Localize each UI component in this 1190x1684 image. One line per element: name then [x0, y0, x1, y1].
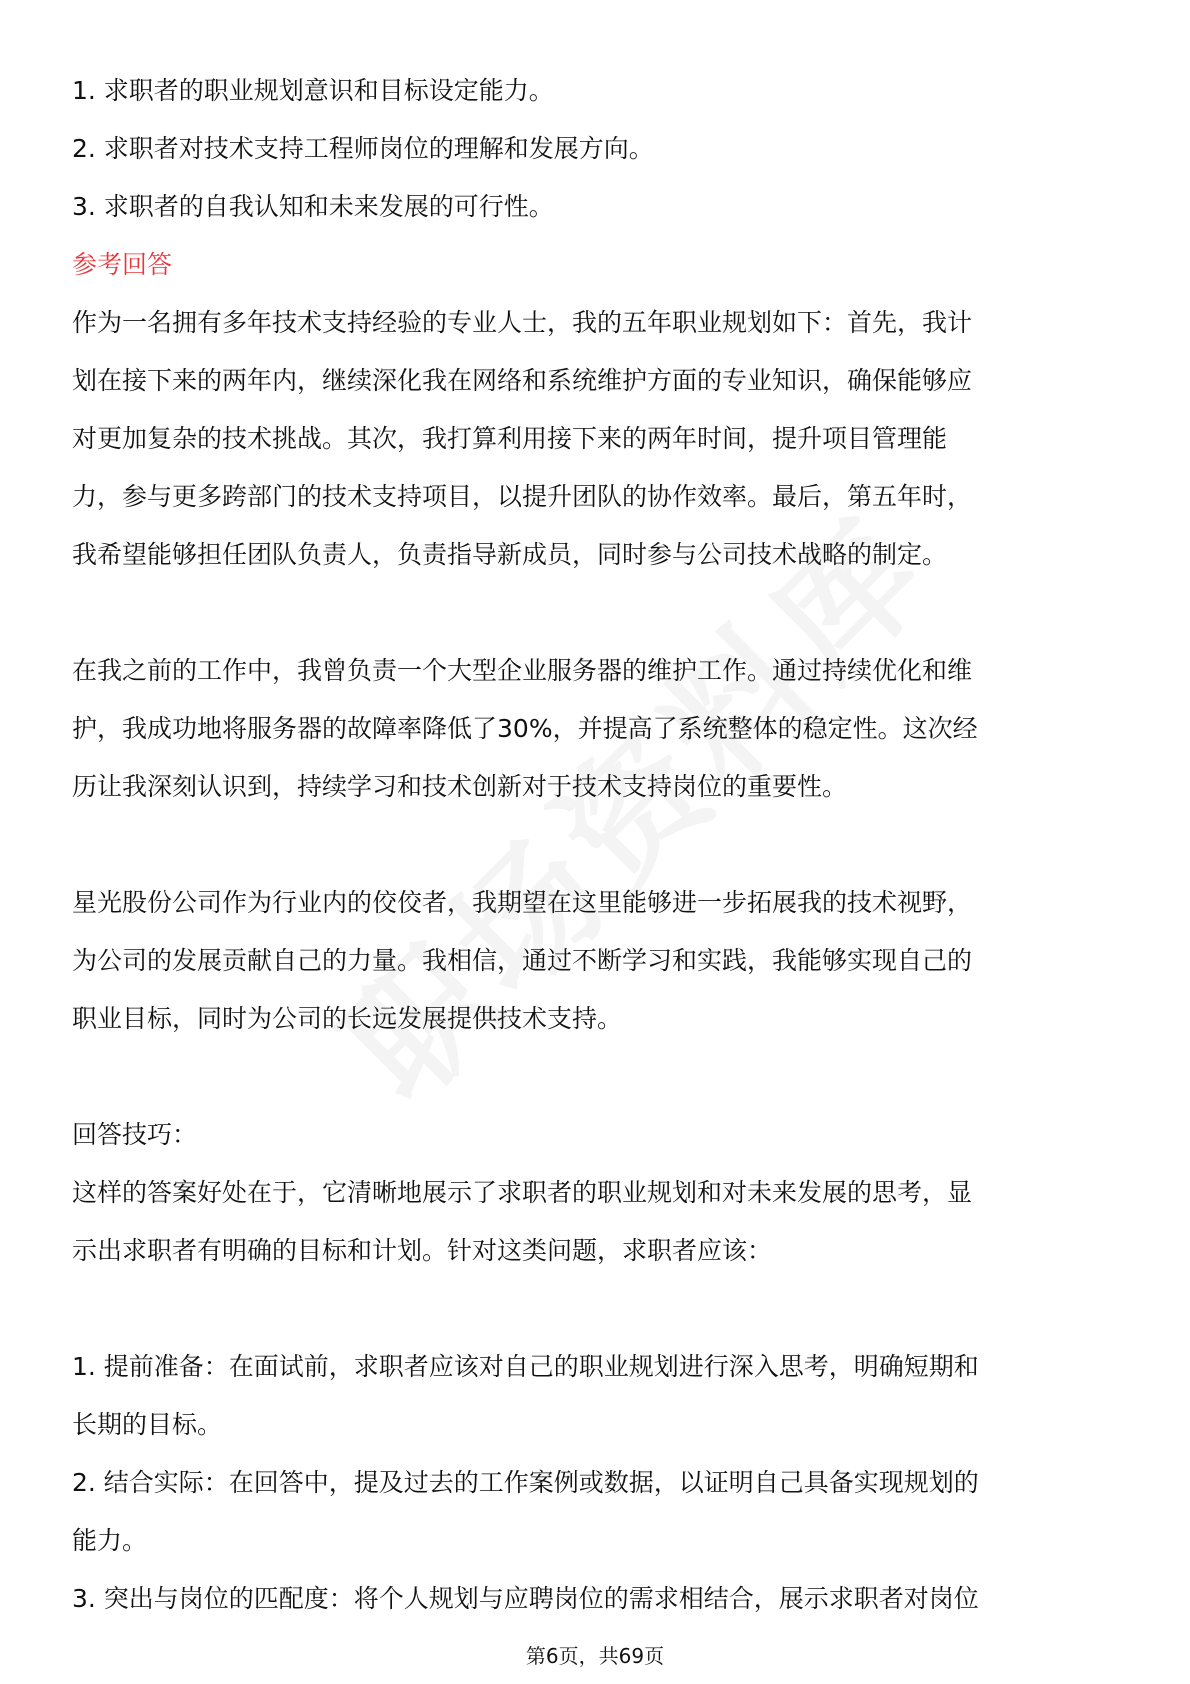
spacer [72, 1280, 1122, 1338]
paragraph-line: 作为一名拥有多年技术支持经验的专业人士，我的五年职业规划如下：首先，我计 [72, 308, 973, 337]
paragraph-line: 在我之前的工作中，我曾负责一个大型企业服务器的维护工作。通过持续优化和维 [72, 656, 973, 685]
list-item-continuation: 长期的目标。 [72, 1410, 223, 1439]
list-item: 1. 求职者的职业规划意识和目标设定能力。 [72, 76, 554, 105]
answer-paragraph-1 [72, 294, 1122, 584]
tips-numbered-list [72, 1338, 1122, 1628]
list-item: 3. 求职者的自我认知和未来发展的可行性。 [72, 192, 554, 221]
paragraph-line: 职业目标，同时为公司的长远发展提供技术支持。 [72, 1004, 623, 1033]
list-item-continuation: 能力。 [72, 1526, 148, 1555]
paragraph-line: 护，我成功地将服务器的故障率降低了30%，并提高了系统整体的稳定性。这次经 [72, 714, 978, 743]
spacer [72, 584, 1122, 642]
paragraph-line: 力，参与更多跨部门的技术支持项目，以提升团队的协作效率。最后，第五年时， [72, 482, 973, 511]
list-item: 3. 突出与岗位的匹配度：将个人规划与应聘岗位的需求相结合，展示求职者对岗位 [72, 1584, 979, 1613]
list-item: 2. 求职者对技术支持工程师岗位的理解和发展方向。 [72, 134, 654, 163]
tips-heading: 回答技巧： [72, 1120, 198, 1149]
paragraph-line: 星光股份公司作为行业内的佼佼者，我期望在这里能够进一步拓展我的技术视野， [72, 888, 973, 917]
list-item: 2. 结合实际：在回答中，提及过去的工作案例或数据，以证明自己具备实现规划的 [72, 1468, 979, 1497]
paragraph-line: 为公司的发展贡献自己的力量。我相信，通过不断学习和实践，我能够实现自己的 [72, 946, 973, 975]
document-body [72, 62, 1122, 1628]
paragraph-line: 划在接下来的两年内，继续深化我在网络和系统维护方面的专业知识，确保能够应 [72, 366, 973, 395]
paragraph-line: 我希望能够担任团队负责人，负责指导新成员，同时参与公司技术战略的制定。 [72, 540, 948, 569]
paragraph-line: 历让我深刻认识到，持续学习和技术创新对于技术支持岗位的重要性。 [72, 772, 848, 801]
paragraph-line: 对更加复杂的技术挑战。其次，我打算利用接下来的两年时间，提升项目管理能 [72, 424, 948, 453]
answer-paragraph-2 [72, 642, 1122, 816]
tips-intro [72, 1164, 1122, 1280]
list-item: 1. 提前准备：在面试前，求职者应该对自己的职业规划进行深入思考，明确短期和 [72, 1352, 979, 1381]
spacer [72, 1048, 1122, 1106]
spacer [72, 816, 1122, 874]
answer-paragraph-3 [72, 874, 1122, 1048]
page-number-footer: 第6页，共69页 [525, 1644, 665, 1668]
paragraph-line: 示出求职者有明确的目标和计划。针对这类问题，求职者应该： [72, 1236, 773, 1265]
reference-answer-heading: 参考回答 [72, 250, 173, 279]
paragraph-line: 这样的答案好处在于，它清晰地展示了求职者的职业规划和对未来发展的思考，显 [72, 1178, 973, 1207]
top-numbered-list [72, 62, 1122, 236]
